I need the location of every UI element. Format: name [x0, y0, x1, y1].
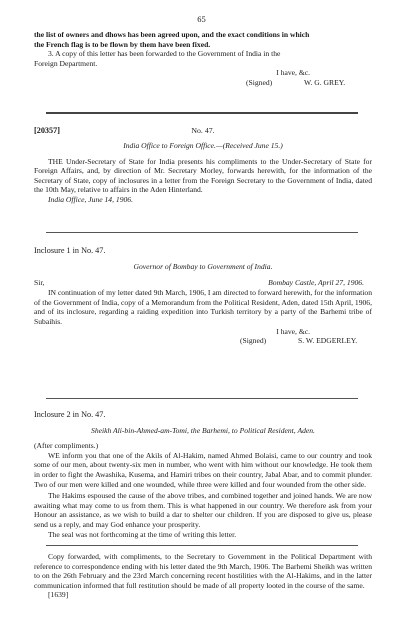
place-date: Bombay Castle, April 27, 1906. [268, 278, 364, 288]
salutation: Sir, [34, 278, 45, 288]
signature-line [34, 336, 372, 346]
continuation-section [34, 30, 372, 88]
inclosure1-section [34, 246, 372, 346]
footer-section [34, 552, 372, 600]
section-divider [46, 112, 358, 114]
continuation-line: the list of owners and dhows has been agreed upon, and the exact conditions in which [34, 30, 310, 39]
inclosure-title: Sheikh Ali-bin-Ahmed-am-Tomi, the Barhemi, to Political Resident, Aden. [91, 425, 315, 435]
inclosure-heading: Inclosure 1 in No. 47. [34, 246, 106, 255]
no47-section [34, 141, 372, 205]
continuation-line: 3. A copy of this letter has been forwarded to the Government of India in the [48, 49, 281, 59]
inclosure-title: Governor of Bombay to Government of India. [133, 261, 273, 271]
letter-paragraph: WE inform you that one of the Akils of Al-Hakim, named Ahmed Bolaisi, came to our country and took some of our men, about twenty-six men in number, who went with him without our knowledge. He took them in order to fight the Awashika, Kusema, and Hamiri tribes on their country, Jabal Abar, and to commit plunder. Two of our men were killed and one wounded, while three were killed and four wounded from the other side. [34, 450, 372, 489]
section-divider [46, 398, 358, 399]
footer-ref: [1639] [48, 590, 69, 600]
letter-paragraph: The Hakims espoused the cause of the above tribes, and combined together and joined hands. We are now awaiting what may come to us from them. This is what happened in our country. We therefore ask from your Honour an assistance, as we wish to build a dar to shelter our children. If you are disposed to give us, please send us a reply, and may God enhance your prosperity. [34, 491, 372, 529]
inclosure2-section [34, 410, 372, 539]
signer-name: S. W. EDGERLEY. [298, 336, 358, 346]
section-divider [46, 232, 358, 233]
signature-line [34, 78, 372, 88]
section-divider [46, 545, 358, 546]
page-number: 65 [197, 14, 206, 24]
letter-paragraph: The seal was not forthcoming at the time of writing this letter. [48, 529, 237, 539]
continuation-line: Foreign Department. [34, 58, 98, 68]
closing: I have, &c. [276, 326, 310, 336]
signed-label: (Signed) [246, 77, 273, 87]
footer-body: Copy forwarded, with compliments, to the Secretary to Government in the Political Department with reference to correspondence ending with his letter dated the 9th March, 1906. The Barhemi Sheikh was written to on the 26th February and the 23rd March concerning recent hostilities with the Al-Hakims, and in the latter communication informed that full restitution should be made of all property looted in the course of the same. [34, 552, 372, 590]
inclosure-heading: Inclosure 2 in No. 47. [34, 410, 106, 419]
continuation-line: the French flag is to be flown by them have been fixed. [34, 39, 211, 49]
document-body: THE Under-Secretary of State for India presents his compliments to the Under-Secretary of State for Foreign Affairs, and, by direction of Mr. Secretary Morley, forwards herewith, for the information of the Secretary of State, copy of inclosures in a letter from the Foreign Secretary to the Government of India, dated the 10th May, relative to affairs in the Aden Hinterland. [34, 156, 372, 195]
document-date: India Office, June 14, 1906. [48, 194, 133, 204]
document-title: India Office to Foreign Office.—(Received June 15.) [123, 141, 283, 150]
document-ref: [20357] [34, 126, 60, 135]
closing: I have, &c. [276, 68, 310, 78]
no47-header [34, 126, 372, 138]
document-number: No. 47. [191, 126, 215, 135]
signer-name: W. G. GREY. [304, 77, 346, 87]
signed-label: (Signed) [240, 336, 267, 346]
salutation-row [34, 278, 372, 288]
opening: (After compliments.) [34, 441, 99, 451]
inclosure-body: IN continuation of my letter dated 9th March, 1906, I am directed to forward herewith, for the information of the Government of India, copy of a Memorandum from the Political Resident, Aden, dated 15th April, 1906, and of its inclosure, regarding a raiding expedition into Turkish territory by a party of the Barhemi tribe of Subaihis. [34, 288, 372, 326]
